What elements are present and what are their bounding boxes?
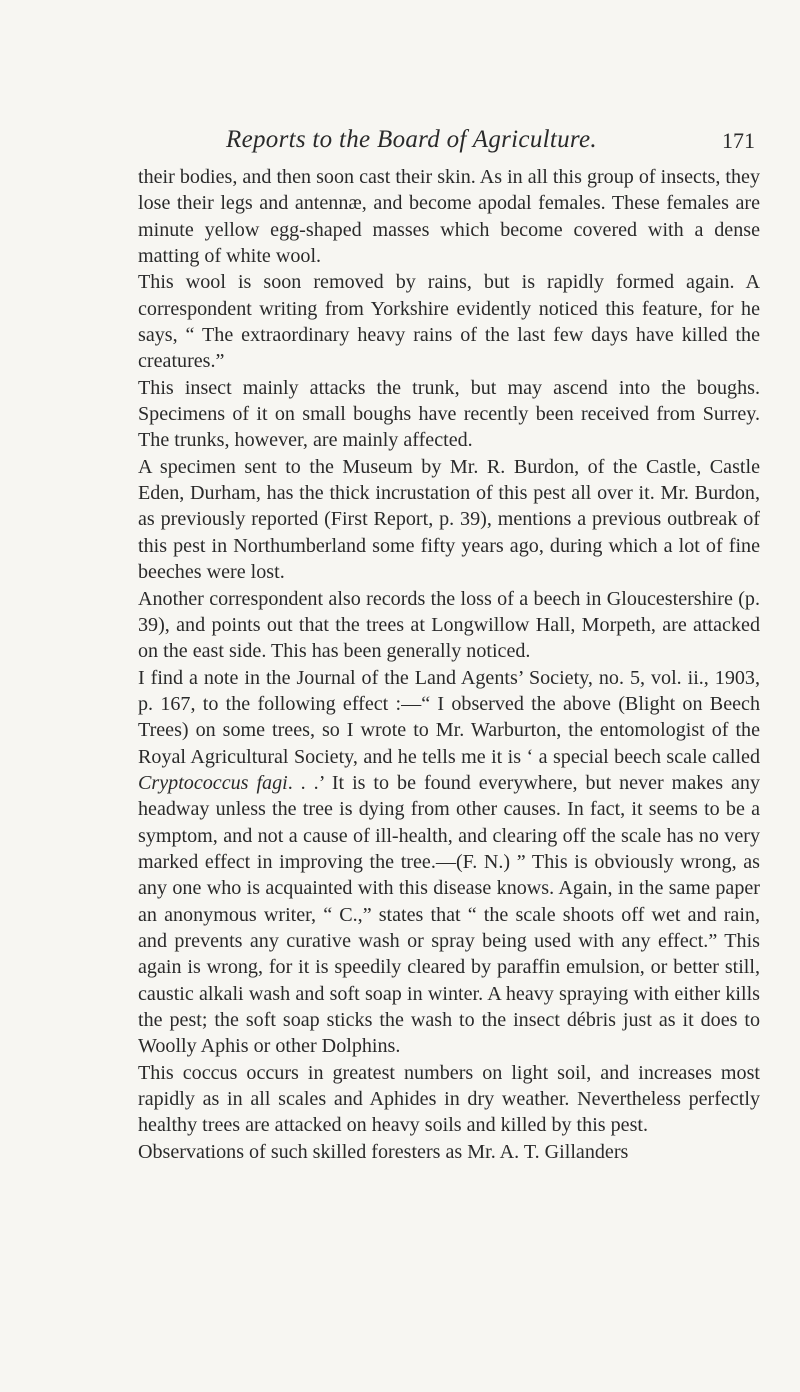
paragraph-7: This coccus occurs in greatest numbers on light soil, and increases most rapidly as in all scales and Aphides in dry weather. Nevertheless perfectly healthy trees are attacked on heavy soils and killed by this pest. <box>138 1061 760 1137</box>
species-name: Cryptococcus fagi <box>138 771 288 794</box>
running-title: Reports to the Board of Agriculture. <box>226 126 597 153</box>
paragraph-4: A specimen sent to the Museum by Mr. R. Burdon, of the Castle, Castle Eden, Durham, has the thick incrustation of this pest all over it. Mr. Burdon, as previously reported (First Report, p. 39), mentions a previous outbreak of this pest in Northumberland some fifty years ago, during which a lot of fine beeches were lost. <box>138 455 760 584</box>
paragraph-6 <box>138 665 760 1060</box>
running-header <box>0 126 800 166</box>
paragraph-8: Observations of such skilled foresters as Mr. A. T. Gillanders <box>138 1140 629 1163</box>
page-number: 171 <box>722 128 755 153</box>
paragraph-1: their bodies, and then soon cast their skin. As in all this group of insects, they lose their legs and antennæ, and become apodal females. These females are minute yellow egg-shaped masses which become covered with a dense matting of white wool. <box>138 166 760 268</box>
paragraph-6-part-a: I find a note in the Journal of the Land Agents’ Society, no. 5, vol. ii., 1903, p. 167, to the following effect :—“ I observed the above (Blight on Beech Trees) on some trees, so I wrote to Mr. Warburton, the entomologist of the Royal Agricultural Society, and he tells me it is ‘ a special beech scale called <box>138 666 760 768</box>
paragraph-2: This wool is soon removed by rains, but is rapidly formed again. A correspondent writing from Yorkshire evidently noticed this feature, for he says, “ The extraordinary heavy rains of the last few days have killed the creatures.” <box>138 271 760 373</box>
body-text <box>138 164 760 1165</box>
paragraph-5: Another correspondent also records the loss of a beech in Gloucestershire (p. 39), and points out that the trees at Longwillow Hall, Morpeth, are attacked on the east side. This has been generally noticed. <box>138 587 760 663</box>
paragraph-6-part-b: . . .’ It is to be found everywhere, but never makes any headway unless the tree is dying from other causes. In fact, it seems to be a symptom, and not a cause of ill-health, and clearing off the scale has no very marked effect in improving the tree.—(F. N.) ” This is obviously wrong, as any one who is acquainted with this disease knows. Again, in the same paper an anonymous writer, “ C.,” states that “ the scale shoots off wet and rain, and prevents any curative wash or spray being used with any effect.” This again is wrong, for it is speedily cleared by paraffin emulsion, or better still, caustic alkali wash and soft soap in winter. A heavy spraying with either kills the pest; the soft soap sticks the wash to the insect débris just as it does to Woolly Aphis or other Dolphins. <box>138 771 760 1058</box>
paragraph-3: This insect mainly attacks the trunk, but may ascend into the boughs. Specimens of it on small boughs have recently been received from Surrey. The trunks, however, are mainly affected. <box>138 376 760 452</box>
